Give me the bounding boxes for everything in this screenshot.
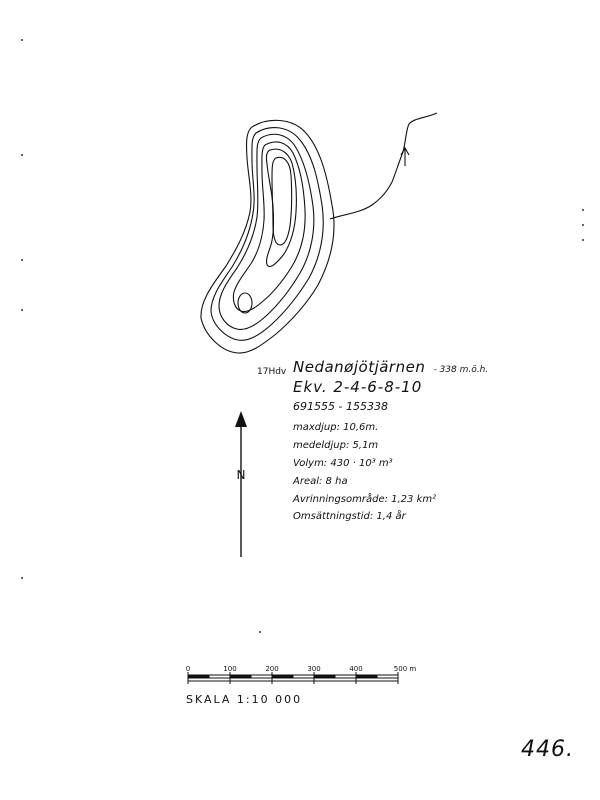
lake-elevation: - 338 m.ö.h. xyxy=(433,365,489,375)
catchment-area: Avrinningsområde: 1,23 km² xyxy=(293,494,437,505)
scale-ticks xyxy=(186,665,417,673)
mean-depth: medeldjup: 5,1m xyxy=(293,440,379,451)
lake-name: Nedanøjötjärnen xyxy=(293,358,426,376)
north-arrow xyxy=(235,411,247,557)
depth-contour-10 xyxy=(272,157,292,245)
lake-name-row xyxy=(257,358,489,377)
lake-contours xyxy=(201,120,334,353)
stream-arrow-icon xyxy=(401,148,409,166)
scale-tick-500: 500 m xyxy=(393,665,417,673)
max-depth: maxdjup: 10,6m. xyxy=(293,422,379,433)
deep-pocket-contour xyxy=(238,293,252,313)
page-number: 446. xyxy=(521,737,574,762)
north-label: N xyxy=(236,468,246,482)
shoreline-contour xyxy=(201,120,334,353)
contour-interval: Ekv. 2-4-6-8-10 xyxy=(293,378,423,396)
area: Areal: 8 ha xyxy=(293,476,348,487)
scale-tick-300: 300 xyxy=(307,665,321,673)
margin-marks xyxy=(21,39,584,633)
retention-time: Omsättningstid: 1,4 år xyxy=(293,511,406,522)
scale-tick-400: 400 xyxy=(349,665,363,673)
north-arrowhead-icon xyxy=(235,411,247,427)
scale-bar xyxy=(188,672,398,684)
inflow-stream xyxy=(330,113,437,219)
scale-tick-100: 100 xyxy=(223,665,237,673)
volume: Volym: 430 · 10³ m³ xyxy=(293,458,393,469)
scale-tick-0: 0 xyxy=(185,665,191,673)
lake-coordinates: 691555 - 155338 xyxy=(293,400,388,413)
scale-title: SKALA 1:10 000 xyxy=(186,693,303,706)
lake-code: 17Hdv xyxy=(257,367,287,377)
scale-tick-200: 200 xyxy=(265,665,279,673)
